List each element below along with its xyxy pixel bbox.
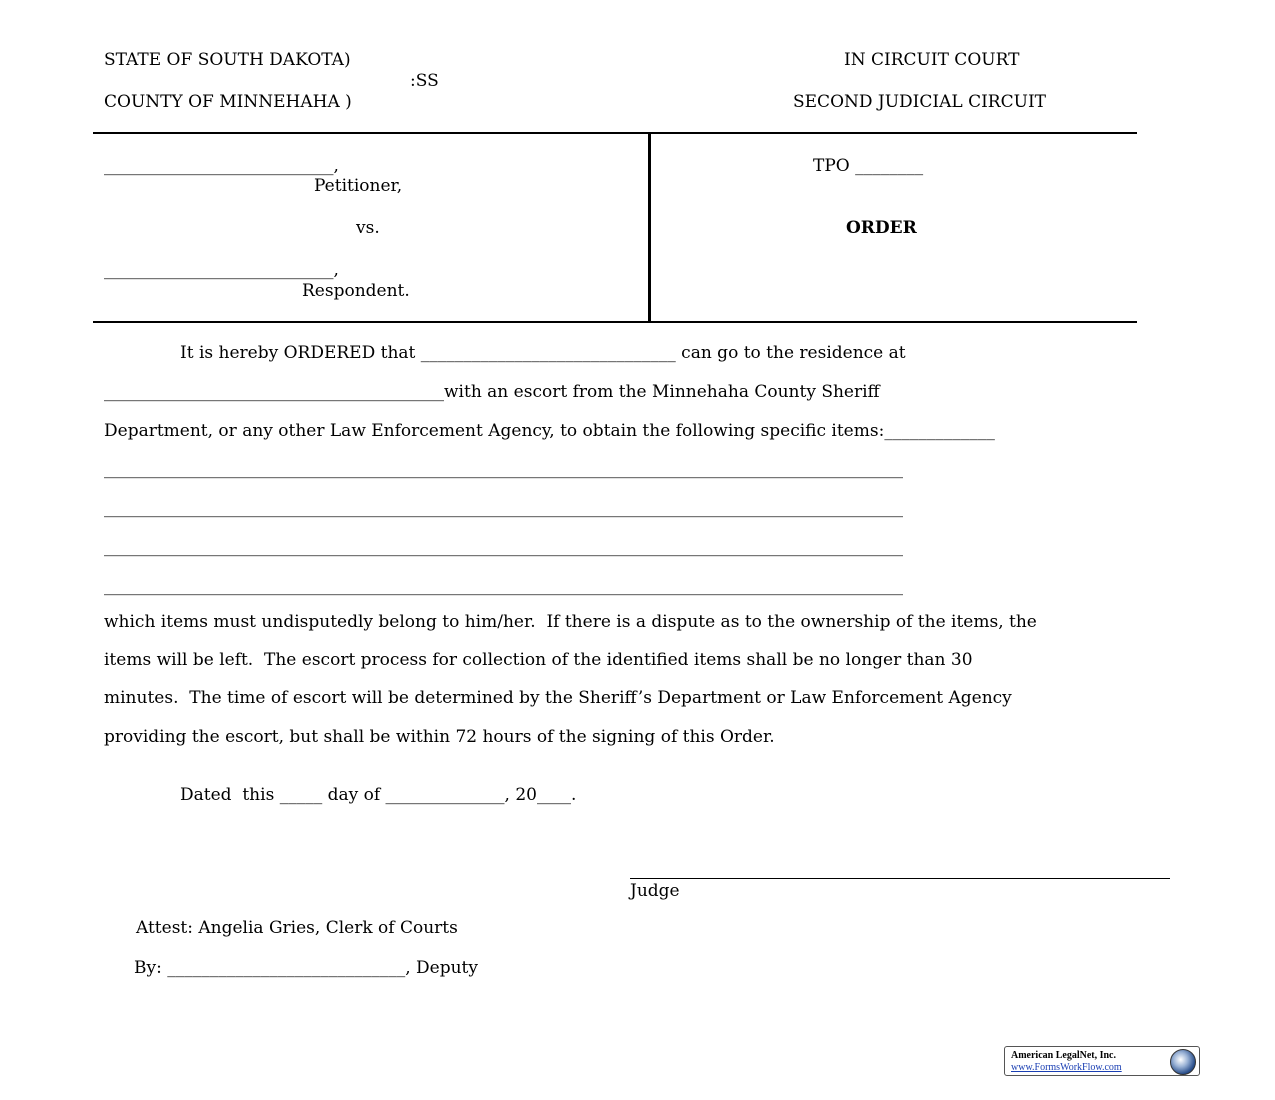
- items-blank-line[interactable]: ______________________________________________________________________________________________: [104, 459, 903, 479]
- logo-url[interactable]: www.FormsWorkFlow.com: [1011, 1062, 1122, 1073]
- para2-line: which items must undisputedly belong to him/her. If there is a dispute as to the ownership of the items, the: [104, 612, 1037, 632]
- deputy-line[interactable]: By: ____________________________, Deputy: [134, 958, 478, 978]
- items-blank-line[interactable]: ______________________________________________________________________________________________: [104, 576, 903, 596]
- caption-top-rule: [93, 132, 1137, 134]
- body-line-2: ________________________________________with an escort from the Minnehaha County Sheriff: [104, 382, 880, 402]
- dated-line[interactable]: Dated this _____ day of ______________, 20____.: [180, 785, 577, 805]
- respondent-label: Respondent.: [302, 281, 410, 301]
- attest-line: Attest: Angelia Gries, Clerk of Courts: [136, 918, 458, 938]
- order-title: ORDER: [846, 218, 917, 238]
- items-blank-line[interactable]: ______________________________________________________________________________________________: [104, 537, 903, 557]
- vs-label: vs.: [356, 218, 380, 238]
- caption-bottom-rule: [93, 321, 1137, 323]
- caption-county: COUNTY OF MINNEHAHA ): [104, 92, 352, 112]
- para2-line: minutes. The time of escort will be determined by the Sheriff’s Department or Law Enforcement Agency: [104, 688, 1012, 708]
- items-blank-line[interactable]: ______________________________________________________________________________________________: [104, 498, 903, 518]
- petitioner-blank[interactable]: ___________________________,: [104, 156, 339, 176]
- globe-icon: [1170, 1049, 1196, 1075]
- petitioner-label: Petitioner,: [314, 176, 403, 196]
- para2-line: items will be left. The escort process for collection of the identified items shall be no longer than 30: [104, 650, 973, 670]
- body-line-1: It is hereby ORDERED that ______________________________ can go to the residence at: [180, 343, 906, 363]
- caption-ss: :SS: [410, 71, 439, 91]
- caption-state: STATE OF SOUTH DAKOTA): [104, 50, 351, 70]
- caption-divider: [648, 134, 651, 322]
- para2-line: providing the escort, but shall be within 72 hours of the signing of this Order.: [104, 727, 775, 747]
- respondent-blank[interactable]: ___________________________,: [104, 260, 339, 280]
- logo-brand: American LegalNet, Inc.: [1011, 1050, 1116, 1061]
- judge-signature-line[interactable]: [630, 878, 1170, 879]
- caption-court: IN CIRCUIT COURT: [844, 50, 1020, 70]
- forms-workflow-logo[interactable]: [1004, 1046, 1200, 1076]
- tpo-field[interactable]: TPO ________: [813, 156, 924, 176]
- body-line-3: Department, or any other Law Enforcement Agency, to obtain the following specific items:_____________: [104, 421, 995, 441]
- judge-label: Judge: [630, 881, 680, 901]
- caption-circuit: SECOND JUDICIAL CIRCUIT: [793, 92, 1046, 112]
